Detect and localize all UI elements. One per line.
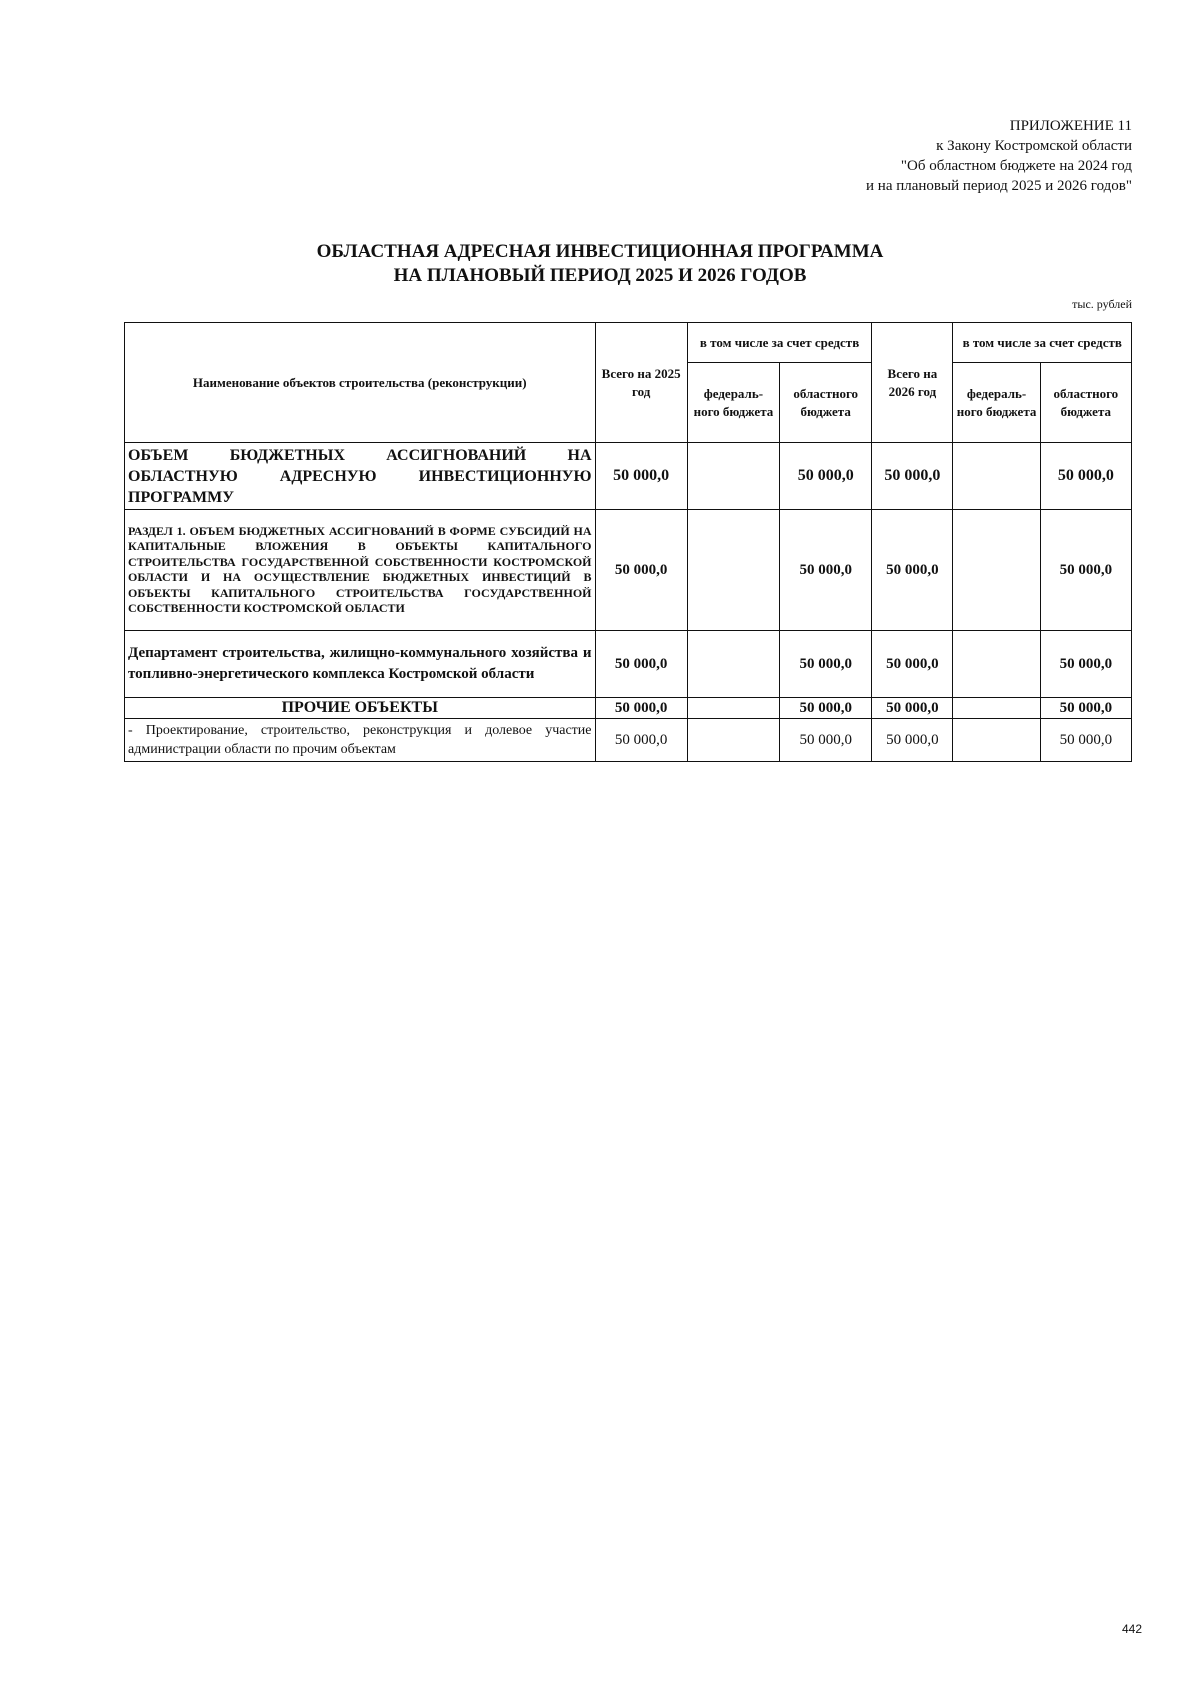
cell-federal-2026 (953, 510, 1040, 631)
col-header-incl-2025: в том числе за счет средств (687, 323, 872, 363)
cell-regional-2026: 50 000,0 (1040, 631, 1131, 698)
cell-federal-2025 (687, 698, 779, 719)
cell-total-2025: 50 000,0 (595, 510, 687, 631)
cell-regional-2025: 50 000,0 (780, 698, 872, 719)
appendix-header (866, 116, 1132, 196)
table-row (125, 719, 1132, 762)
col-header-incl-2026: в том числе за счет средств (953, 323, 1132, 363)
row-name: ОБЪЕМ БЮДЖЕТНЫХ АССИГНОВАНИЙ НА ОБЛАСТНУЮ АДРЕСНУЮ ИНВЕСТИЦИОННУЮ ПРОГРАММУ (125, 443, 596, 510)
cell-regional-2026: 50 000,0 (1040, 719, 1131, 762)
cell-federal-2025 (687, 443, 779, 510)
title-line-1: ОБЛАСТНАЯ АДРЕСНАЯ ИНВЕСТИЦИОННАЯ ПРОГРАММА (316, 241, 884, 262)
cell-total-2026: 50 000,0 (872, 698, 953, 719)
cell-federal-2025 (687, 510, 779, 631)
cell-regional-2026: 50 000,0 (1040, 443, 1131, 510)
table-row (125, 698, 1132, 719)
cell-total-2026: 50 000,0 (872, 719, 953, 762)
cell-regional-2025: 50 000,0 (780, 719, 872, 762)
cell-regional-2026: 50 000,0 (1040, 698, 1131, 719)
title-line-2: НА ПЛАНОВЫЙ ПЕРИОД 2025 И 2026 ГОДОВ (393, 265, 807, 286)
cell-total-2026: 50 000,0 (872, 631, 953, 698)
cell-regional-2025: 50 000,0 (780, 443, 872, 510)
appendix-law-title-2: и на плановый период 2025 и 2026 годов" (866, 178, 1132, 194)
cell-total-2026: 50 000,0 (872, 510, 953, 631)
appendix-number: ПРИЛОЖЕНИЕ 11 (1009, 118, 1132, 134)
appendix-law-title-1: "Об областном бюджете на 2024 год (900, 158, 1132, 174)
col-header-name: Наименование объектов строительства (реконструкции) (125, 323, 596, 443)
cell-regional-2025: 50 000,0 (780, 510, 872, 631)
col-header-federal-2026: федераль-ного бюджета (953, 363, 1040, 443)
table-header-row-1 (125, 323, 1132, 363)
table-row (125, 443, 1132, 510)
cell-federal-2026 (953, 443, 1040, 510)
cell-federal-2025 (687, 631, 779, 698)
row-name: Департамент строительства, жилищно-коммунального хозяйства и топливно-энергетического комплекса Костромской области (125, 631, 596, 698)
col-header-regional-2026: областного бюджета (1040, 363, 1131, 443)
cell-federal-2026 (953, 719, 1040, 762)
table-row (125, 631, 1132, 698)
cell-regional-2025: 50 000,0 (780, 631, 872, 698)
cell-federal-2025 (687, 719, 779, 762)
row-name: РАЗДЕЛ 1. ОБЪЕМ БЮДЖЕТНЫХ АССИГНОВАНИЙ В ФОРМЕ СУБСИДИЙ НА КАПИТАЛЬНЫЕ ВЛОЖЕНИЯ В ОБЪЕКТЫ КАПИТАЛЬНОГО СТРОИТЕЛЬСТВА ГОСУДАРСТВЕННОЙ СОБСТВЕННОСТИ КОСТРОМСКОЙ ОБЛАСТИ И НА ОСУЩЕСТВЛЕНИЕ БЮДЖЕТНЫХ ИНВЕСТИЦИЙ В ОБЪЕКТЫ КАПИТАЛЬНОГО СТРОИТЕЛЬСТВА ГОСУДАРСТВЕННОЙ СОБСТВЕННОСТИ КОСТРОМСКОЙ ОБЛАСТИ (125, 510, 596, 631)
col-header-federal-2025: федераль-ного бюджета (687, 363, 779, 443)
document-title (0, 240, 1200, 288)
col-header-regional-2025: областного бюджета (780, 363, 872, 443)
table-row (125, 510, 1132, 631)
cell-total-2025: 50 000,0 (595, 443, 687, 510)
investment-program-table (124, 322, 1132, 762)
col-header-total-2025: Всего на 2025 год (595, 323, 687, 443)
cell-federal-2026 (953, 698, 1040, 719)
cell-total-2025: 50 000,0 (595, 631, 687, 698)
cell-regional-2026: 50 000,0 (1040, 510, 1131, 631)
cell-total-2025: 50 000,0 (595, 698, 687, 719)
cell-total-2025: 50 000,0 (595, 719, 687, 762)
col-header-total-2026: Всего на 2026 год (872, 323, 953, 443)
units-label: тыс. рублей (1072, 297, 1132, 311)
cell-federal-2026 (953, 631, 1040, 698)
cell-total-2026: 50 000,0 (872, 443, 953, 510)
page-number: 442 (1121, 1622, 1142, 1636)
row-name: - Проектирование, строительство, реконструкция и долевое участие администрации области по прочим объектам (125, 719, 596, 762)
appendix-law-ref: к Закону Костромской области (936, 138, 1132, 154)
row-name: ПРОЧИЕ ОБЪЕКТЫ (125, 698, 596, 719)
